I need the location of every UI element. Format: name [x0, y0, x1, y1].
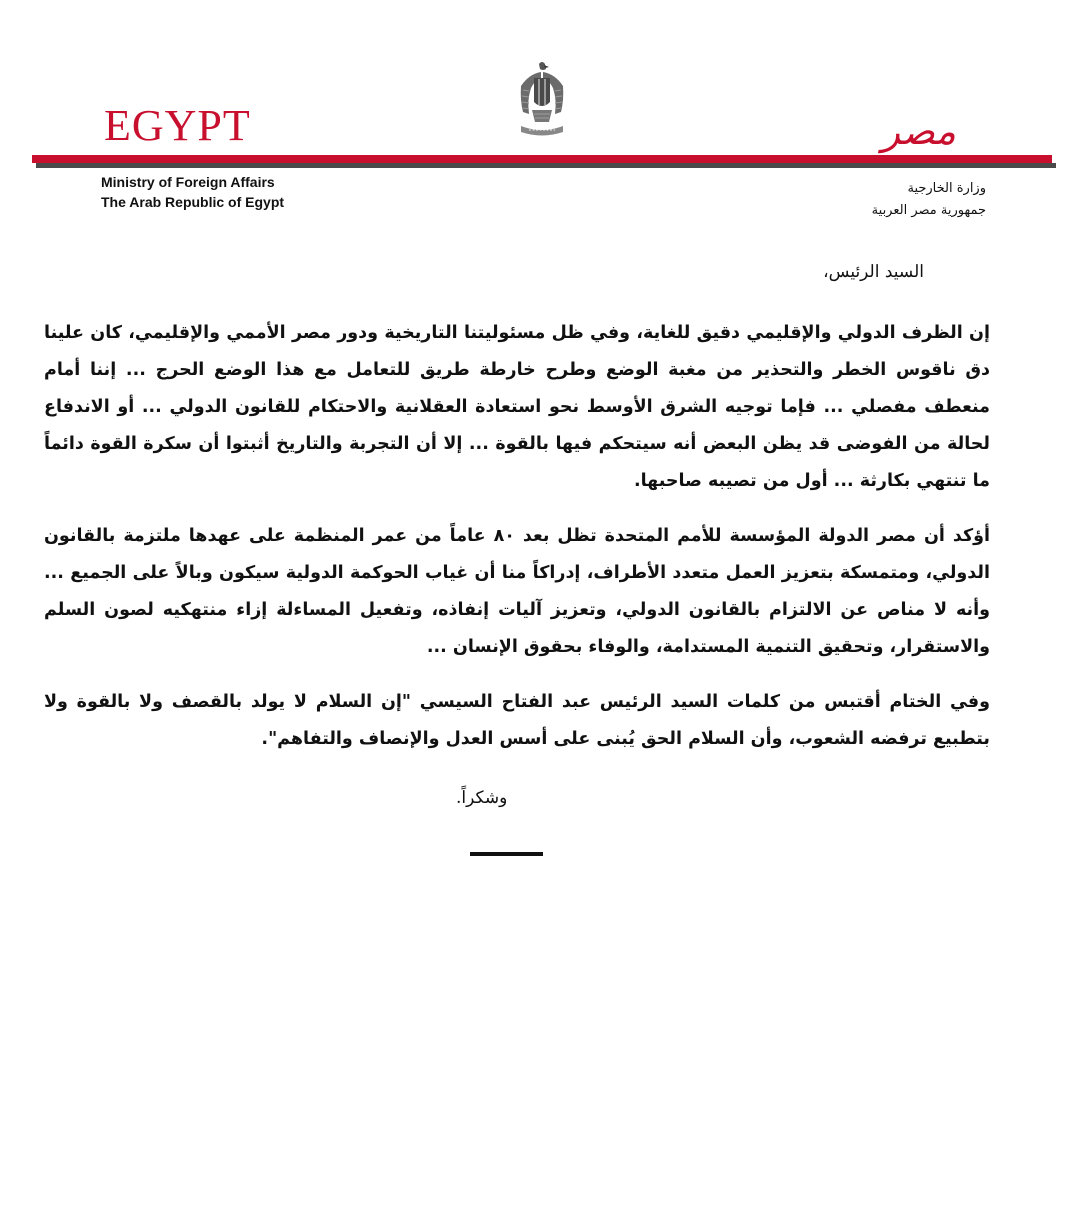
paragraph-2: أؤكد أن مصر الدولة المؤسسة للأمم المتحدة تظل بعد ٨٠ عاماً من عمر المنظمة على عهدها ملتزمة بالقانون الدولي، ومتمسكة بتعزيز العمل متعدد الأطراف، إدراكاً منا أن غياب الحوكمة الدولية سيكون وبالاً على الجميع ... وأنه لا مناص عن الالتزام بالقانون الدولي، وتعزيز آليات إنفاذه، وتفعيل المساءلة إزاء منتهكيه لصون السلم والاستقرار، وتحقيق التنمية المستدامة، والوفاء بحقوق الإنسان ...: [44, 526, 991, 657]
end-of-letter-rule: [470, 852, 543, 856]
republic-name-arabic: جمهورية مصر العربية: [871, 203, 986, 218]
header-divider-shadow: [36, 163, 1056, 168]
closing-thanks: وشكراً.: [456, 788, 508, 808]
header-divider: [32, 155, 1052, 163]
eagle-emblem-icon: [517, 60, 567, 138]
paragraph-1: إن الظرف الدولي والإقليمي دقيق للغاية، وفي ظل مسئوليتنا التاريخية ودور مصر الأممي والإقليمي، كان علينا دق ناقوس الخطر والتحذير من مغبة الوضع وطرح خارطة طريق للتعامل مع هذا الوضع الحرج ... إننا أمام منعطف مفصلي ... فإما توجيه الشرق الأوسط نحو استعادة العقلانية والاحتكام للقانون الدولي ... أو الاندفاع لحالة من الفوضى قد يظن البعض أنه سيتحكم فيها بالقوة ... إلا أن التجربة والتاريخ أثبتوا أن سكرة القوة دائماً ما تنتهي بكارثة ... أول من تصيبه صاحبها.: [44, 323, 990, 491]
paragraph-3: وفي الختام أقتبس من كلمات السيد الرئيس عبد الفتاح السيسي "إن السلام لا يولد بالقصف ولا بالقوة ولا بتطبيع ترفضه الشعوب، وأن السلام الحق يُبنى على أسس العدل والإنصاف والتفاهم".: [44, 692, 990, 749]
brand-egypt-arabic: مصر: [881, 109, 956, 153]
ministry-english-block: [101, 172, 284, 212]
brand-egypt-english: EGYPT: [104, 101, 251, 150]
ministry-name-english: Ministry of Foreign Affairs: [101, 174, 275, 190]
republic-name-english: The Arab Republic of Egypt: [101, 194, 285, 210]
ministry-arabic-block: [872, 178, 986, 222]
salutation: السيد الرئيس،: [823, 262, 924, 282]
ministry-name-arabic: وزارة الخارجية: [907, 181, 986, 196]
